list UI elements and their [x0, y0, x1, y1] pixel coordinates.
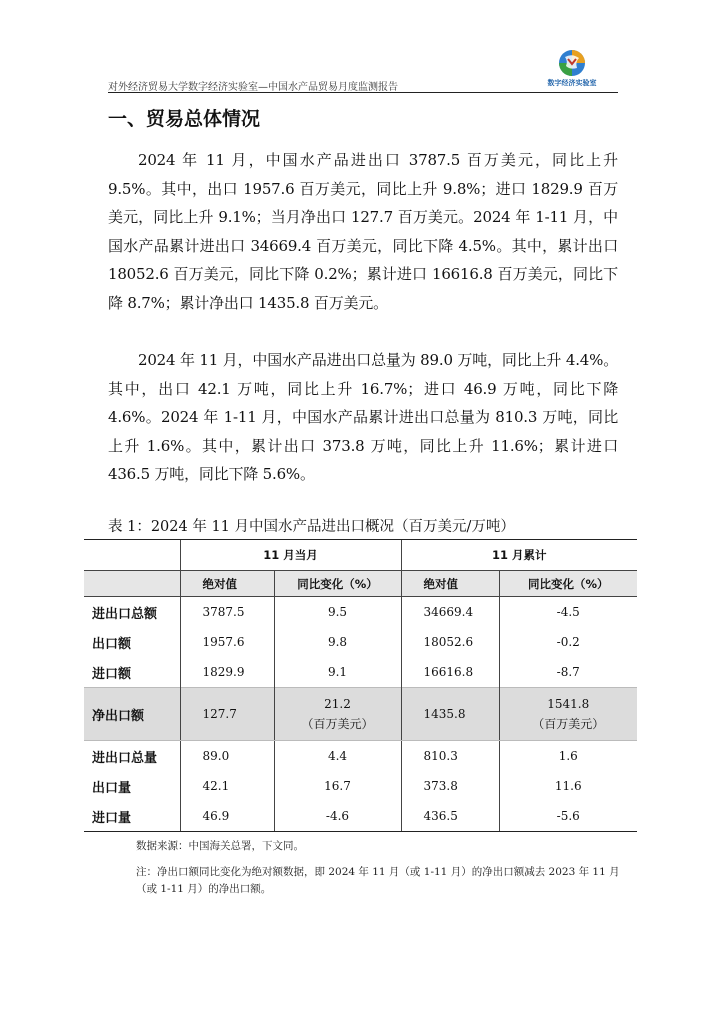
- sub-header-month-yoy: 同比变化（%）: [274, 571, 401, 597]
- page-header: [108, 48, 618, 92]
- paragraph-trade-value: 2024 年 11 月，中国水产品进出口 3787.5 百万美元，同比上升 9.5%。其中，出口 1957.6 百万美元，同比上升 9.8%；进口 1829.9 百万美元，同比上升 9.1%；当月净出口 127.7 百万美元。2024 年 1-11 月，中国水产品累计进出口 34669.4 百万美元，同比下降 4.5%。其中，累计出口 18052.6 百万美元，同比下降 0.2%；累计进口 16616.8 百万美元，同比下降 8.7%；累计净出口 1435.8 百万美元。: [108, 151, 618, 312]
- month-abs-cell: 42.1: [180, 771, 274, 801]
- cum-abs-cell: 1435.8: [401, 688, 499, 741]
- cum-yoy-value: 1541.8: [547, 696, 590, 711]
- cum-yoy-cell: 11.6: [499, 771, 637, 801]
- row-label: 净出口额: [84, 688, 180, 741]
- month-yoy-cell: 4.4: [274, 741, 401, 772]
- paragraph-trade-volume: 2024 年 11 月，中国水产品进出口总量为 89.0 万吨，同比上升 4.4%。其中，出口 42.1 万吨，同比上升 16.7%；进口 46.9 万吨，同比下降 4.6%。2024 年 1-11 月，中国水产品累计进出口总量为 810.3 万吨，同比上升 1.6%。其中，累计出口 373.8 万吨，同比上升 11.6%；累计进口 436.5 万吨，同比下降 5.6%。: [108, 351, 618, 484]
- month-yoy-cell: 9.1: [274, 657, 401, 688]
- cum-abs-cell: 18052.6: [401, 627, 499, 657]
- section-title: 一、贸易总体情况: [108, 108, 261, 130]
- row-label: 进口量: [84, 801, 180, 832]
- group-header-month: 11 月当月: [180, 540, 401, 571]
- month-yoy-cell: 9.5: [274, 597, 401, 628]
- logo-text: 数字经济实验室: [547, 79, 597, 87]
- sub-header-cum-abs: 绝对值: [401, 571, 499, 597]
- cum-abs-cell: 34669.4: [401, 597, 499, 628]
- month-abs-cell: 127.7: [180, 688, 274, 741]
- table-row: [84, 741, 637, 772]
- globe-logo-icon: [557, 48, 587, 78]
- header-divider: [108, 92, 618, 93]
- cum-yoy-cell: -5.6: [499, 801, 637, 832]
- month-yoy-cell: -4.6: [274, 801, 401, 832]
- corner-cell: [84, 571, 180, 597]
- month-yoy-cell: 16.7: [274, 771, 401, 801]
- month-yoy-value: 21.2: [324, 696, 351, 711]
- table-caption: 表 1：2024 年 11 月中国水产品进出口概况（百万美元/万吨）: [108, 519, 515, 535]
- table-sub-header-row: [84, 571, 637, 597]
- month-yoy-cell: 9.8: [274, 627, 401, 657]
- table-row: [84, 801, 637, 832]
- month-abs-cell: 46.9: [180, 801, 274, 832]
- month-yoy-unit: （百万美元）: [301, 716, 374, 731]
- cum-yoy-cell: 1.6: [499, 741, 637, 772]
- month-abs-cell: 1957.6: [180, 627, 274, 657]
- cum-abs-cell: 16616.8: [401, 657, 499, 688]
- row-label: 出口额: [92, 636, 132, 652]
- cum-yoy-unit: （百万美元）: [532, 716, 605, 731]
- group-header-cumulative: 11 月累计: [401, 540, 637, 571]
- row-label: 进出口总量: [92, 750, 158, 766]
- table-group-header-row: [84, 540, 637, 571]
- cum-yoy-cell: -8.7: [499, 657, 637, 688]
- cum-yoy-cell: -0.2: [499, 627, 637, 657]
- cum-abs-cell: 373.8: [401, 771, 499, 801]
- table-row-net-export: [84, 688, 637, 741]
- sub-header-cum-yoy: 同比变化（%）: [499, 571, 637, 597]
- month-yoy-cell: [274, 688, 401, 741]
- row-label: 出口量: [92, 780, 132, 796]
- month-abs-cell: 1829.9: [180, 657, 274, 688]
- cum-abs-cell: 810.3: [401, 741, 499, 772]
- table-row: [84, 771, 637, 801]
- cum-yoy-cell: [499, 688, 637, 741]
- table-row: [84, 597, 637, 628]
- lab-logo: [526, 48, 618, 92]
- corner-cell: [84, 540, 180, 571]
- cum-yoy-cell: -4.5: [499, 597, 637, 628]
- month-abs-cell: 89.0: [180, 741, 274, 772]
- trade-overview-table: [84, 539, 637, 832]
- table-row: [84, 657, 637, 688]
- cum-abs-cell: 436.5: [401, 801, 499, 832]
- data-source-note: 数据来源：中国海关总署，下文同。: [136, 840, 304, 852]
- running-title: 对外经济贸易大学数字经济实验室—中国水产品贸易月度监测报告: [108, 82, 398, 93]
- row-label: 进口额: [92, 666, 132, 682]
- row-label: 进出口总额: [92, 606, 158, 622]
- sub-header-month-abs: 绝对值: [180, 571, 274, 597]
- table-row: [84, 627, 637, 657]
- remark-note: 注：净出口额同比变化为绝对额数据，即 2024 年 11 月（或 1-11 月）的净出口额减去 2023 年 11 月（或 1-11 月）的净出口额。: [136, 866, 620, 895]
- month-abs-cell: 3787.5: [180, 597, 274, 628]
